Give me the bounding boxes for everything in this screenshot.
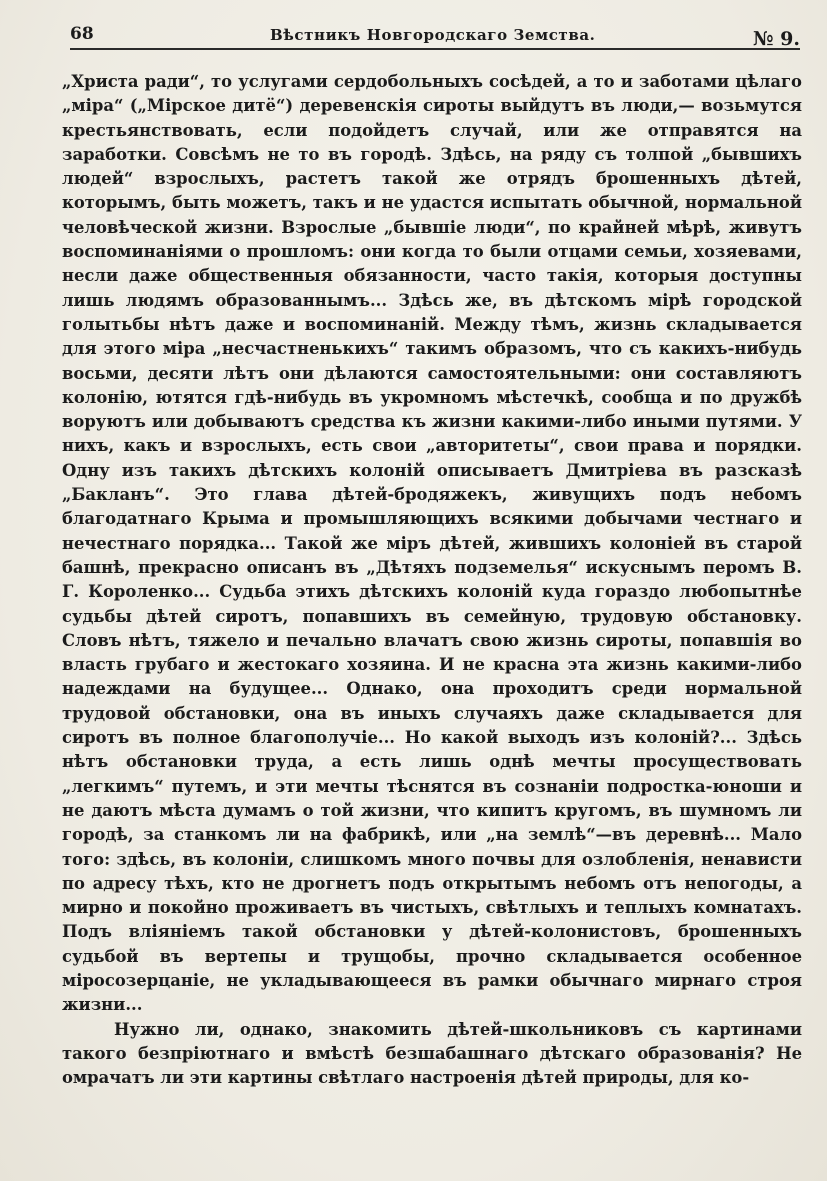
- issue-number: № 9.: [752, 28, 800, 50]
- paragraph: Нужно ли, однако, знакомить дѣтей-школьниковъ съ картинами такого безпріютнаго и вмѣстѣ безшабашнаго дѣтскаго образованія? Не омрачатъ ли эти картины свѣтлаго настроенія дѣтей природы, для ко-: [62, 1019, 802, 1088]
- paragraph: „Христа ради“, то услугами сердобольныхъ сосѣдей, а то и заботами цѣлаго „міра“ („Мірское дитё“) деревенскія сироты выйдутъ въ люди,— возьмутся крестьянствовать, если подойдетъ случай, или же отправятся на заработки. Совсѣмъ не то въ городѣ. Здѣсь, на ряду съ толпой „бывшихъ людей“ взрослыхъ, растетъ такой же отрядъ брошенныхъ дѣтей, которымъ, быть можетъ, такъ и не удастся испытать обычной, нормальной человѣческой жизни. Взрослые „бывшіе люди“, по крайней мѣрѣ, живутъ воспоминаніями о прошломъ: они когда то были отцами семьи, хозяевами, несли даже общественныя обязанности, часто такія, которыя доступны лишь людямъ образованнымъ... Здѣсь же, въ дѣтскомъ мірѣ городской голытьбы нѣтъ даже и воспоминаній. Между тѣмъ, жизнь складывается для этого міра „несчастненькихъ“ такимъ образомъ, что съ какихъ-нибудь восьми, десяти лѣтъ они дѣлаются самостоятельными: они составляютъ колонію, ютятся гдѣ-нибудь въ укромномъ мѣстечкѣ, сообща и по дружбѣ воруютъ или добываютъ средства къ жизни какими-либо иными путями. У нихъ, какъ и взрослыхъ, есть свои „авторитеты“, свои права и порядки. Одну изъ такихъ дѣтскихъ колоній описываетъ Дмитріева въ разсказѣ „Бакланъ“. Это глава дѣтей-бродяжекъ, живущихъ подъ небомъ благодатнаго Крыма и промышляющихъ всякими добычами честнаго и нечестнаго порядка... Такой же міръ дѣтей, жившихъ колоніей въ старой башнѣ, прекрасно описанъ въ „Дѣтяхъ подземелья“ искуснымъ перомъ В. Г. Короленко... Судьба этихъ дѣтскихъ колоній куда гораздо любопытнѣе судьбы дѣтей сиротъ, попавшихъ въ семейную, трудовую обстановку. Словъ нѣтъ, тяжело и печально влачатъ свою жизнь сироты, попавшія во власть грубаго и жестокаго хозяина. И не красна эта жизнь какими-либо надеждами на будущее... Однако, она проходитъ среди нормальной трудовой обстановки, она въ иныхъ случаяхъ даже складывается для сиротъ въ полное благополучіе... Но какой выходъ изъ колоній?... Здѣсь нѣтъ обстановки труда, а есть лишь однѣ мечты просуществовать „легкимъ“ путемъ, и эти мечты тѣснятся въ сознаніи подростка-юноши и не даютъ мѣста думамъ о той жизни, что кипитъ кругомъ, въ шумномъ ли городѣ, за станкомъ ли на фабрикѣ, или „на землѣ“—въ деревнѣ... Мало того: здѣсь, въ колоніи, слишкомъ много почвы для озлобленія, ненависти по адресу тѣхъ, кто не дрогнетъ подъ открытымъ небомъ отъ непогоды, а мирно и покойно проживаетъ въ чистыхъ, свѣтлыхъ и теплыхъ комнатахъ. Подъ вліяніемъ такой обстановки у дѣтей-колонистовъ, брошенныхъ судьбой въ вертепы и трущобы, прочно складывается особенное міросозерцаніе, не укладывающееся въ рамки обычнаго мирнаго строя жизни...: [62, 72, 802, 1015]
- page-number: 68: [70, 24, 94, 44]
- header-rule: [70, 48, 800, 50]
- running-title: Вѣстникъ Новгородскаго Земства.: [270, 26, 596, 44]
- article-body: [62, 70, 802, 1090]
